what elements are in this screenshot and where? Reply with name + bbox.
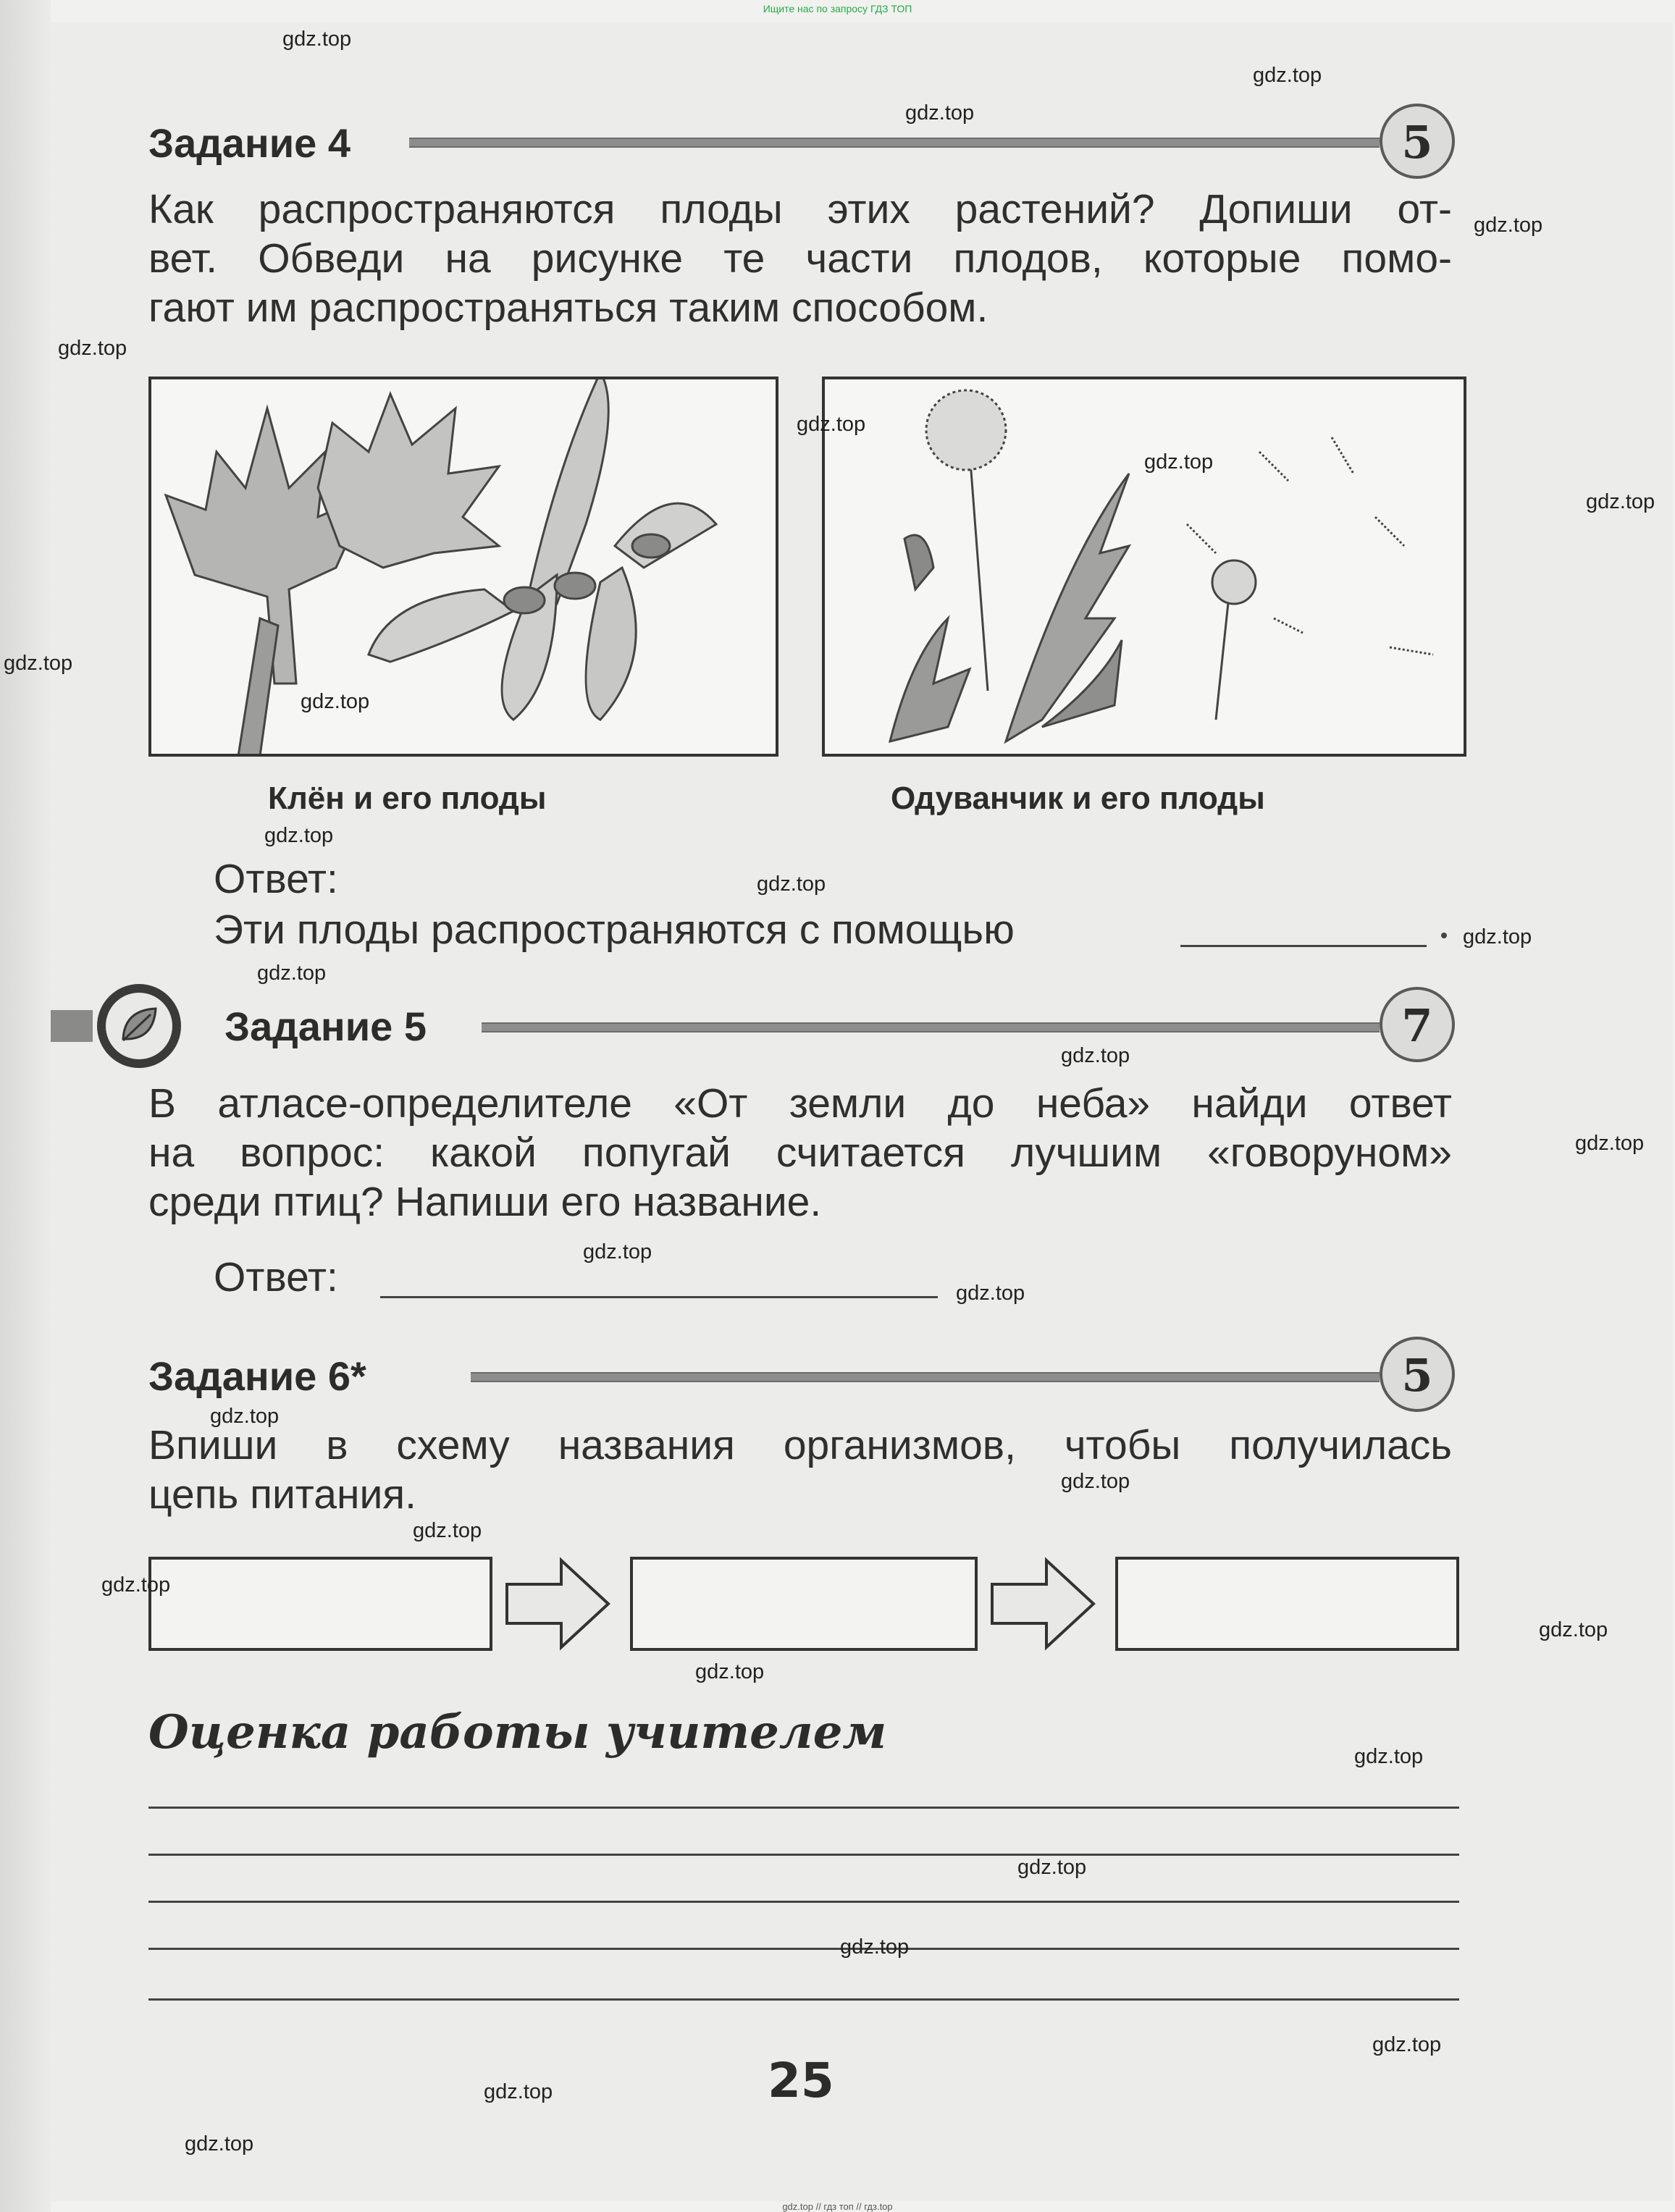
task5-rule bbox=[482, 1022, 1380, 1033]
watermark: gdz.top bbox=[1586, 490, 1655, 513]
samara-wing-2 bbox=[528, 379, 608, 604]
evaluation-line-3[interactable] bbox=[148, 1901, 1459, 1903]
food-chain-box-2[interactable] bbox=[630, 1557, 978, 1651]
watermark: gdz.top bbox=[695, 1660, 765, 1683]
arrow-right-icon bbox=[503, 1557, 612, 1651]
leaf-icon bbox=[94, 981, 185, 1072]
watermark: gdz.top bbox=[101, 1573, 171, 1597]
footer-note: gdz.top // гдз топ // гдз.top bbox=[782, 2201, 893, 2212]
dandelion-bud bbox=[904, 535, 933, 589]
watermark: gdz.top bbox=[757, 872, 826, 896]
watermark: gdz.top bbox=[840, 1935, 910, 1959]
maple-twig bbox=[238, 618, 278, 756]
watermark: gdz.top bbox=[413, 1519, 482, 1542]
dandelion-picture bbox=[822, 377, 1466, 757]
task5-score: 7 bbox=[1380, 987, 1455, 1062]
arrow-right-icon bbox=[988, 1557, 1097, 1651]
watermark: gdz.top bbox=[956, 1282, 1025, 1305]
evaluation-line-5[interactable] bbox=[148, 1998, 1459, 2001]
watermark: gdz.top bbox=[301, 690, 370, 713]
watermark: gdz.top bbox=[797, 413, 866, 436]
task6-text-line1: Впиши в схему названия организмов, чтобы получилась bbox=[148, 1422, 1452, 1468]
watermark: gdz.top bbox=[1253, 64, 1322, 87]
samara-wing-1 bbox=[369, 589, 513, 662]
watermark: gdz.top bbox=[58, 337, 127, 360]
watermark: gdz.top bbox=[282, 28, 352, 51]
flying-seeds bbox=[1187, 437, 1433, 655]
task5-text-line1: В атласе-определителе «От земли до неба» найди ответ bbox=[148, 1080, 1452, 1127]
evaluation-line-2[interactable] bbox=[148, 1854, 1459, 1856]
samara-seed-1 bbox=[504, 587, 545, 613]
task4-text-line3: гают им распространяться таким способом. bbox=[148, 285, 988, 331]
watermark: gdz.top bbox=[583, 1240, 652, 1263]
samara-seed-3 bbox=[632, 534, 670, 558]
maple-illustration bbox=[151, 379, 778, 757]
watermark: gdz.top bbox=[1061, 1044, 1130, 1067]
watermark: gdz.top bbox=[185, 2132, 254, 2156]
watermark: gdz.top bbox=[484, 2080, 553, 2103]
evaluation-line-4[interactable] bbox=[148, 1948, 1459, 1950]
watermark: gdz.top bbox=[1463, 925, 1532, 949]
task4-text-line1: Как распространяются плоды этих растений? Допиши от- bbox=[148, 186, 1452, 232]
task4-score: 5 bbox=[1380, 104, 1455, 179]
watermark: gdz.top bbox=[1539, 1618, 1608, 1641]
task4-answer-dot bbox=[1441, 933, 1447, 938]
watermark: gdz.top bbox=[1474, 214, 1543, 237]
task4-text-line2: вет. Обведи на рисунке те части плодов, которые помо- bbox=[148, 235, 1452, 282]
samara-wing-4 bbox=[615, 503, 716, 568]
task4-answer-line[interactable] bbox=[1180, 945, 1427, 947]
watermark: gdz.top bbox=[1017, 1856, 1087, 1879]
caption-dandelion: Одуванчик и его плоды bbox=[891, 781, 1265, 816]
task4-answer-text: Эти плоды распространяются с помощью bbox=[214, 907, 1015, 953]
watermark: gdz.top bbox=[1061, 1470, 1130, 1493]
task5-answer-label: Ответ: bbox=[214, 1254, 338, 1300]
dandelion-puffball bbox=[926, 390, 1006, 470]
food-chain-box-1[interactable] bbox=[148, 1557, 492, 1651]
watermark: gdz.top bbox=[1575, 1132, 1645, 1155]
maple-picture bbox=[148, 377, 778, 757]
caption-maple: Клён и его плоды bbox=[268, 781, 547, 816]
task6-title: Задание 6* bbox=[148, 1353, 366, 1399]
margin-marker bbox=[51, 1010, 93, 1042]
task5-title: Задание 5 bbox=[224, 1004, 427, 1049]
dandelion-stem bbox=[970, 452, 988, 691]
page-number: 25 bbox=[768, 2053, 834, 2108]
task4-title: Задание 4 bbox=[148, 120, 351, 166]
seed-head bbox=[1212, 560, 1256, 604]
task5-text-line3: среди птиц? Напиши его название. bbox=[148, 1179, 822, 1225]
watermark: gdz.top bbox=[1372, 2033, 1442, 2056]
task4-answer-label: Ответ: bbox=[214, 856, 338, 902]
watermark: gdz.top bbox=[1354, 1745, 1424, 1768]
watermark: gdz.top bbox=[905, 101, 975, 125]
watermark: gdz.top bbox=[1144, 450, 1214, 474]
food-chain-box-3[interactable] bbox=[1115, 1557, 1459, 1651]
watermark: gdz.top bbox=[264, 824, 334, 847]
task5-answer-line[interactable] bbox=[380, 1296, 938, 1298]
task4-rule bbox=[409, 138, 1380, 148]
maple-leaf-right bbox=[318, 394, 499, 568]
evaluation-title: Оценка работы учителем bbox=[148, 1705, 887, 1759]
evaluation-line-1[interactable] bbox=[148, 1807, 1459, 1809]
search-hint[interactable]: Ищите нас по запросу ГДЗ ТОП bbox=[763, 3, 912, 14]
task6-rule bbox=[471, 1372, 1380, 1382]
dandelion-illustration bbox=[825, 379, 1466, 757]
watermark: gdz.top bbox=[257, 962, 327, 985]
watermark: gdz.top bbox=[210, 1405, 280, 1428]
task6-score: 5 bbox=[1380, 1337, 1455, 1412]
task6-text-line2: цепь питания. bbox=[148, 1471, 416, 1518]
watermark: gdz.top bbox=[4, 652, 73, 675]
task5-text-line2: на вопрос: какой попугай считается лучшим «говоруном» bbox=[148, 1130, 1452, 1176]
samara-seed-2 bbox=[555, 573, 595, 599]
page-shadow bbox=[0, 0, 51, 2212]
dandelion-leaf-1 bbox=[890, 618, 970, 741]
